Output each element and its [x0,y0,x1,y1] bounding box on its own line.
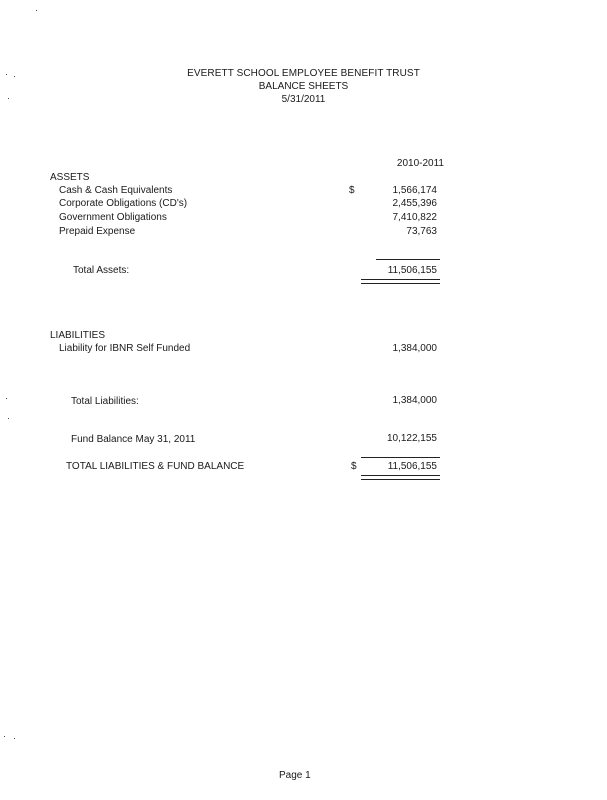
org-name: EVERETT SCHOOL EMPLOYEE BENEFIT TRUST [187,68,420,79]
scan-speck [8,418,9,419]
total-liabilities-value: 1,384,000 [392,395,437,406]
scan-speck [36,10,37,11]
total-assets-value: 11,506,155 [387,265,437,276]
fund-balance-label: Fund Balance May 31, 2011 [71,434,196,445]
double-underline [361,279,440,284]
liability-label-ibnr: Liability for IBNR Self Funded [59,343,191,354]
currency-symbol: $ [349,185,355,196]
fund-balance-value: 10,122,155 [386,433,437,444]
liabilities-section-label: LIABILITIES [50,330,106,341]
asset-label-government: Government Obligations [59,212,167,223]
asset-value-cash: 1,566,174 [392,185,437,196]
assets-section-label: ASSETS [50,172,90,183]
grand-total-rule [361,457,440,458]
asset-label-corporate: Corporate Obligations (CD's) [59,198,188,209]
column-header-year: 2010-2011 [396,158,444,169]
scan-speck [6,398,7,399]
asset-value-government: 7,410,822 [392,212,437,223]
total-assets-label: Total Assets: [73,265,130,276]
asset-value-corporate: 2,455,396 [392,198,437,209]
currency-symbol: $ [351,461,357,472]
grand-total-value: 11,506,155 [387,461,437,472]
subtotal-rule [376,259,440,260]
asset-label-cash: Cash & Cash Equivalents [59,185,173,196]
asset-label-prepaid: Prepaid Expense [59,226,136,237]
total-liabilities-label: Total Liabilities: [71,396,139,407]
page-number: Page 1 [279,770,311,781]
asset-value-prepaid: 73,763 [406,226,437,237]
report-date: 5/31/2011 [281,94,326,105]
liability-value-ibnr: 1,384,000 [392,343,437,354]
scan-speck [14,738,15,739]
scan-speck [4,736,5,737]
double-underline [361,475,440,480]
grand-total-label: TOTAL LIABILITIES & FUND BALANCE [66,461,245,472]
report-title: BALANCE SHEETS [258,81,349,92]
